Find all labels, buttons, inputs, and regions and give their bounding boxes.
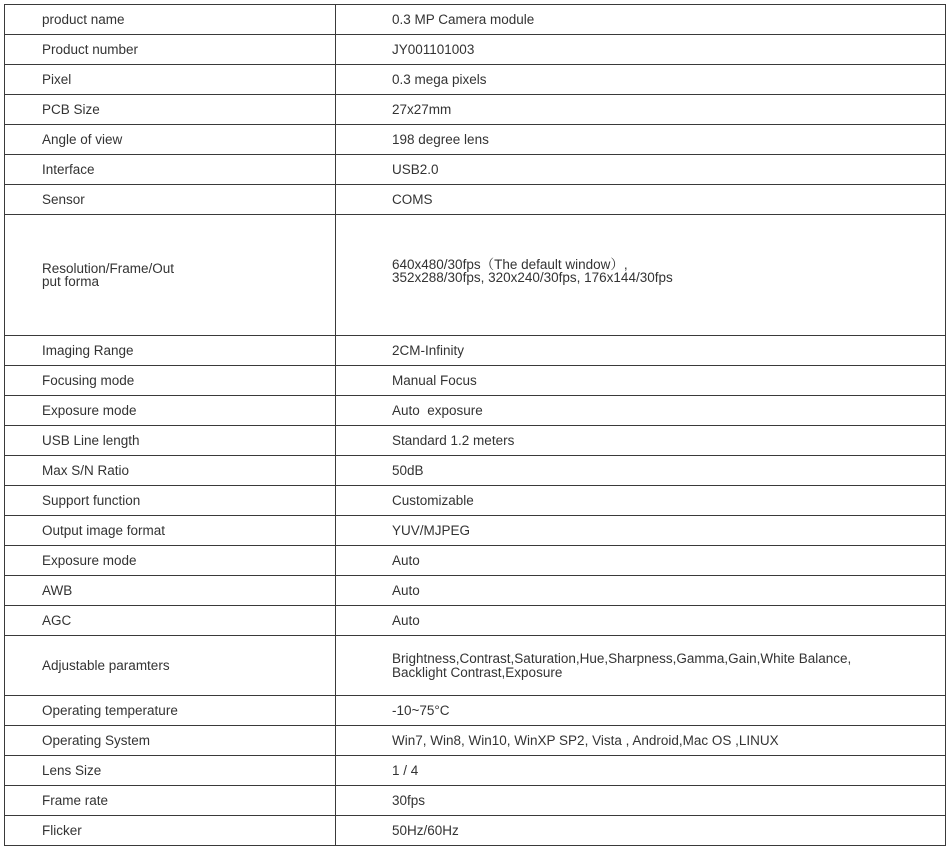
table-row	[5, 426, 946, 456]
row-value: 27x27mm	[336, 95, 946, 125]
row-value: JY001101003	[336, 35, 946, 65]
row-value: Standard 1.2 meters	[336, 426, 946, 456]
row-value: Win7, Win8, Win10, WinXP SP2, Vista , Android,Mac OS ,LINUX	[336, 726, 946, 756]
row-label: Product number	[5, 35, 336, 65]
table-row	[5, 215, 946, 336]
table-row	[5, 696, 946, 726]
row-label: Imaging Range	[5, 336, 336, 366]
row-label: USB Line length	[5, 426, 336, 456]
row-label: Angle of view	[5, 125, 336, 155]
row-label: Lens Size	[5, 756, 336, 786]
row-value: Auto exposure	[336, 396, 946, 426]
row-value	[336, 215, 946, 336]
table-row	[5, 366, 946, 396]
row-label: Adjustable paramters	[5, 636, 336, 696]
row-label: Support function	[5, 486, 336, 516]
row-label: Output image format	[5, 516, 336, 546]
row-label: Max S/N Ratio	[5, 456, 336, 486]
table-row	[5, 5, 946, 35]
row-value: Manual Focus	[336, 366, 946, 396]
table-row	[5, 726, 946, 756]
table-row	[5, 606, 946, 636]
row-label: product name	[5, 5, 336, 35]
table-row	[5, 95, 946, 125]
table-row	[5, 516, 946, 546]
row-value-line: 640x480/30fps（The default window）,	[392, 256, 628, 272]
table-row	[5, 35, 946, 65]
table-row	[5, 65, 946, 95]
row-label: Operating temperature	[5, 696, 336, 726]
table-row	[5, 155, 946, 185]
row-value-line: 352x288/30fps, 320x240/30fps, 176x144/30fps	[392, 270, 673, 285]
row-label: Flicker	[5, 816, 336, 846]
table-row	[5, 396, 946, 426]
row-value: 30fps	[336, 786, 946, 816]
table-row	[5, 756, 946, 786]
row-value: USB2.0	[336, 155, 946, 185]
table-row	[5, 336, 946, 366]
row-label-line: Resolution/Frame/Out	[42, 260, 175, 276]
row-value-line: Brightness,Contrast,Saturation,Hue,Sharpness,Gamma,Gain,White Balance,	[392, 651, 852, 666]
row-value: 198 degree lens	[336, 125, 946, 155]
row-value: 0.3 MP Camera module	[336, 5, 946, 35]
row-value: COMS	[336, 185, 946, 215]
row-value: 0.3 mega pixels	[336, 65, 946, 95]
table-row	[5, 456, 946, 486]
table-row	[5, 576, 946, 606]
row-label: AWB	[5, 576, 336, 606]
table-row	[5, 486, 946, 516]
row-label-line: put forma	[42, 274, 100, 289]
table-row	[5, 125, 946, 155]
table-row	[5, 786, 946, 816]
row-label: Frame rate	[5, 786, 336, 816]
row-label: AGC	[5, 606, 336, 636]
row-value: Auto	[336, 606, 946, 636]
row-value: Customizable	[336, 486, 946, 516]
table-row	[5, 546, 946, 576]
spec-table	[4, 4, 946, 846]
row-value: 50Hz/60Hz	[336, 816, 946, 846]
row-value-line: Backlight Contrast,Exposure	[392, 664, 563, 680]
row-label: Focusing mode	[5, 366, 336, 396]
row-label: PCB Size	[5, 95, 336, 125]
row-label: Interface	[5, 155, 336, 185]
row-value: YUV/MJPEG	[336, 516, 946, 546]
row-value: 1 / 4	[336, 756, 946, 786]
table-row	[5, 816, 946, 846]
row-label: Operating System	[5, 726, 336, 756]
table-row	[5, 185, 946, 215]
row-label: Exposure mode	[5, 396, 336, 426]
table-row	[5, 636, 946, 696]
row-value: 2CM-Infinity	[336, 336, 946, 366]
row-label: Exposure mode	[5, 546, 336, 576]
row-label	[5, 215, 336, 336]
row-label: Sensor	[5, 185, 336, 215]
row-value: Auto	[336, 546, 946, 576]
row-value: 50dB	[336, 456, 946, 486]
row-value	[336, 636, 946, 696]
row-value: -10~75°C	[336, 696, 946, 726]
row-value: Auto	[336, 576, 946, 606]
row-label: Pixel	[5, 65, 336, 95]
